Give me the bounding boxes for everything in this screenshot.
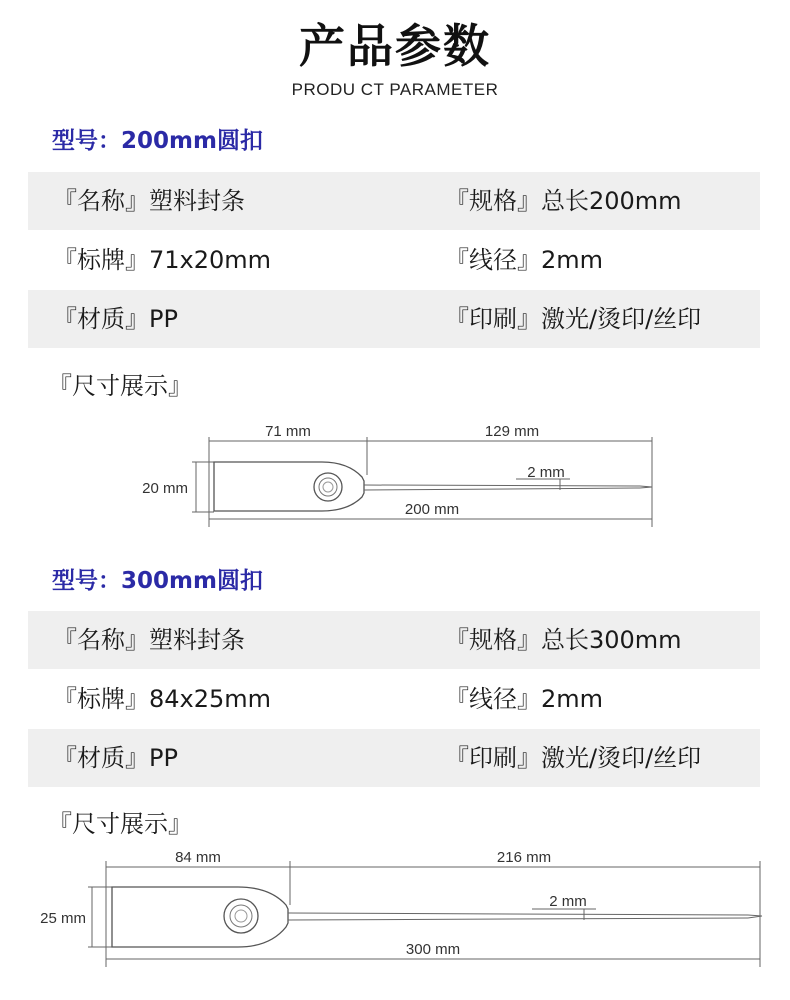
spec-length: 『规格』总长200mm	[445, 187, 682, 215]
dim-tail-length: 129 mm	[484, 423, 540, 440]
spec-wire: 『线径』2mm	[445, 685, 604, 713]
model-title-200: 型号：200mm圆扣	[52, 128, 263, 154]
spec-row-material-200	[28, 290, 760, 348]
dimension-diagram-200	[0, 415, 790, 535]
dim-tag-length: 71 mm	[265, 423, 311, 440]
seal-lock-icon	[224, 899, 258, 933]
dim-total: 300 mm	[405, 941, 461, 958]
spec-printing: 『印刷』激光/烫印/丝印	[445, 744, 702, 772]
spec-material: 『材质』PP	[53, 744, 178, 772]
spec-printing: 『印刷』激光/烫印/丝印	[445, 305, 702, 333]
spec-name: 『名称』塑料封条	[53, 187, 245, 215]
seal-lock-icon	[314, 473, 342, 501]
spec-row-material-300	[28, 729, 760, 787]
size-title-200: 『尺寸展示』	[48, 372, 192, 400]
spec-tag-size: 『标牌』71x20mm	[53, 246, 272, 274]
dimension-diagram-300	[0, 843, 790, 973]
spec-length: 『规格』总长300mm	[445, 626, 682, 654]
dim-tag-height: 25 mm	[40, 910, 86, 927]
dim-wire: 2 mm	[549, 893, 587, 910]
dim-tag-length: 84 mm	[175, 849, 221, 866]
spec-tag-size: 『标牌』84x25mm	[53, 685, 272, 713]
spec-name: 『名称』塑料封条	[53, 626, 245, 654]
dim-wire: 2 mm	[527, 464, 565, 481]
spec-row-tag-200	[28, 231, 760, 289]
spec-material: 『材质』PP	[53, 305, 178, 333]
dim-tail-length: 216 mm	[496, 849, 552, 866]
spec-row-name-200	[28, 172, 760, 230]
spec-wire: 『线径』2mm	[445, 246, 604, 274]
spec-row-name-300	[28, 611, 760, 669]
dim-total: 200 mm	[404, 501, 460, 518]
page-title: 产品参数	[299, 19, 491, 73]
page-subtitle: PRODU CT PARAMETER	[291, 80, 499, 99]
model-title-300: 型号：300mm圆扣	[52, 568, 263, 594]
size-title-300: 『尺寸展示』	[48, 810, 192, 838]
dim-tag-height: 20 mm	[142, 480, 188, 497]
spec-row-tag-300	[28, 670, 760, 728]
